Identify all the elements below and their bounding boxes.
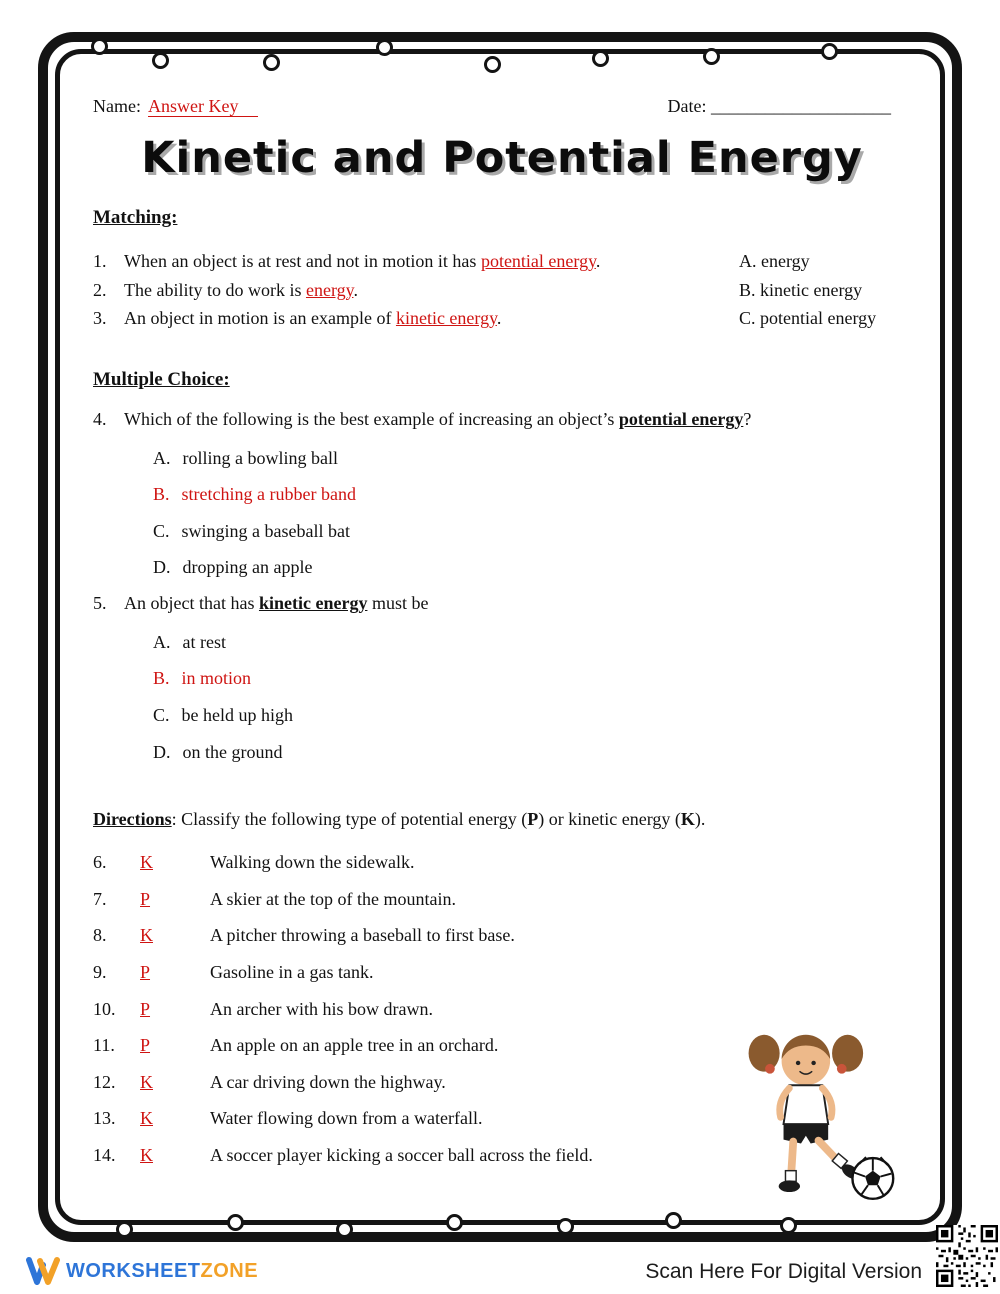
question-text-end: . — [595, 251, 601, 271]
item-answer: K — [140, 1108, 153, 1129]
choice-label: A. — [153, 447, 171, 468]
border-hole — [780, 1217, 797, 1234]
scan-here-text: Scan Here For Digital Version — [645, 1260, 922, 1283]
item-number: 6. — [93, 852, 107, 873]
item-answer: K — [140, 925, 153, 946]
question-number: 5. — [93, 592, 107, 613]
item-text: Water flowing down from a waterfall. — [210, 1108, 483, 1129]
item-answer: K — [140, 1071, 153, 1092]
choice-text: at rest — [182, 631, 226, 652]
border-hole — [91, 38, 108, 55]
border-hole — [703, 48, 720, 65]
matching-option-b: B. kinetic energy — [739, 279, 863, 300]
worksheet-content — [93, 96, 911, 1174]
question-number: 1. — [93, 251, 107, 271]
matching-option-a: A. energy — [739, 251, 810, 271]
answer-text: kinetic energy — [395, 308, 497, 328]
question-text: An object in motion is an example of — [124, 308, 396, 328]
item-text: A skier at the top of the mountain. — [210, 888, 456, 909]
directions-line — [93, 806, 911, 832]
multiple-choice-heading: Multiple Choice: — [93, 368, 230, 390]
answer-text: potential energy — [480, 251, 596, 271]
border-hole — [557, 1218, 574, 1235]
matching-question-2 — [93, 276, 739, 305]
choice-label: B. — [153, 668, 170, 689]
border-hole — [484, 56, 501, 73]
item-number: 14. — [93, 1145, 116, 1165]
border-hole — [336, 1221, 353, 1238]
header-row — [93, 96, 911, 117]
choice-label: D. — [153, 557, 171, 578]
choice-5c — [93, 697, 911, 734]
question-number: 3. — [93, 308, 107, 328]
choice-label: B. — [153, 484, 170, 505]
directions-text: : Classify the following type of potential energy ( — [171, 809, 528, 830]
choice-label: C. — [153, 520, 170, 541]
qr-code-svg — [936, 1225, 998, 1287]
choice-label: C. — [153, 705, 170, 726]
choice-text: on the ground — [182, 741, 283, 762]
border-hole — [376, 39, 393, 56]
item-number: 7. — [93, 888, 107, 909]
question-text-end: . — [353, 279, 358, 300]
question-text-end: . — [496, 308, 502, 328]
directions-heading: Directions — [93, 809, 172, 830]
border-hole — [592, 50, 609, 67]
border-hole — [227, 1214, 244, 1231]
classify-item-7 — [93, 881, 911, 918]
name-field — [93, 96, 258, 117]
choice-4c — [93, 513, 911, 550]
item-answer: K — [140, 852, 153, 873]
item-text: Walking down the sidewalk. — [210, 852, 415, 873]
item-text: Gasoline in a gas tank. — [210, 962, 374, 983]
choice-5b-correct — [93, 660, 911, 697]
choice-4b-correct — [93, 476, 911, 513]
question-keyword: kinetic energy — [258, 592, 368, 613]
question-text: An object that has — [124, 592, 259, 613]
item-answer: K — [140, 1145, 153, 1165]
directions-text: ). — [694, 809, 706, 830]
matching-question-1 — [93, 247, 739, 276]
choice-4a — [93, 440, 911, 477]
item-answer: P — [140, 998, 151, 1019]
classify-item-6 — [93, 844, 911, 881]
brand-word-worksheet: WORKSHEET — [66, 1259, 201, 1282]
question-keyword: potential energy — [618, 408, 744, 429]
item-text: A car driving down the highway. — [210, 1071, 446, 1092]
question-text: The ability to do work is — [124, 279, 306, 300]
question-number: 2. — [93, 279, 107, 300]
choice-5d — [93, 734, 911, 771]
answer-text: energy — [305, 279, 354, 300]
worksheet-zone-logo — [26, 1256, 258, 1286]
choice-text: swinging a baseball bat — [181, 520, 350, 541]
item-number: 13. — [93, 1108, 116, 1129]
item-answer: P — [140, 888, 151, 909]
item-number: 11. — [93, 1035, 115, 1056]
border-hole — [263, 54, 280, 71]
border-hole — [152, 52, 169, 69]
border-hole — [665, 1212, 682, 1229]
item-number: 12. — [93, 1071, 116, 1092]
date-line: ____________________ — [711, 96, 891, 116]
question-number: 4. — [93, 408, 107, 429]
choice-text: stretching a rubber band — [181, 484, 356, 505]
border-hole — [446, 1214, 463, 1231]
name-value: Answer Key — [148, 96, 258, 117]
question-5 — [93, 590, 911, 616]
item-answer: P — [140, 962, 151, 983]
border-hole — [116, 1221, 133, 1238]
soccer-girl-clipart — [735, 1018, 900, 1208]
question-text: Which of the following is the best example of increasing an object’s — [124, 408, 619, 429]
matching-section — [93, 247, 911, 333]
classify-item-9 — [93, 954, 911, 991]
item-text: A soccer player kicking a soccer ball across the field. — [210, 1145, 593, 1165]
choice-5a — [93, 624, 911, 661]
item-text: An apple on an apple tree in an orchard. — [210, 1035, 499, 1056]
matching-options — [739, 247, 911, 333]
question-5-choices — [93, 624, 911, 770]
choice-text: be held up high — [181, 705, 293, 726]
qr-code — [936, 1225, 998, 1292]
question-text-end: must be — [367, 592, 429, 613]
date-label: Date: — [667, 96, 707, 116]
choice-text: dropping an apple — [182, 557, 313, 578]
soccer-girl-svg — [735, 1018, 900, 1203]
brand-word-zone: ZONE — [200, 1259, 259, 1282]
item-number: 8. — [93, 925, 107, 946]
item-text: An archer with his bow drawn. — [210, 998, 433, 1019]
classify-item-8 — [93, 917, 911, 954]
question-4 — [93, 406, 911, 432]
directions-k: K — [680, 809, 695, 830]
choice-text: in motion — [181, 668, 252, 689]
item-text: A pitcher throwing a baseball to first base. — [210, 925, 515, 946]
choice-text: rolling a bowling ball — [182, 447, 338, 468]
question-4-choices — [93, 440, 911, 586]
choice-4d — [93, 549, 911, 586]
question-text-end: ? — [743, 408, 752, 429]
item-number: 10. — [93, 998, 116, 1019]
choice-label: A. — [153, 631, 171, 652]
date-field — [668, 96, 891, 117]
item-answer: P — [140, 1035, 151, 1056]
border-hole — [821, 43, 838, 60]
matching-heading: Matching: — [93, 207, 178, 228]
brand-w-icon — [26, 1256, 60, 1286]
choice-label: D. — [153, 741, 171, 762]
item-number: 9. — [93, 962, 107, 983]
matching-option-c: C. potential energy — [739, 308, 877, 328]
matching-questions — [93, 247, 739, 333]
question-text: When an object is at rest and not in motion it has — [124, 251, 481, 271]
directions-text: ) or kinetic energy ( — [538, 809, 681, 830]
name-label: Name: — [93, 96, 141, 116]
matching-question-3 — [93, 304, 739, 333]
page-title: Kinetic and Potential Energy — [141, 133, 863, 183]
directions-p: P — [527, 809, 539, 830]
